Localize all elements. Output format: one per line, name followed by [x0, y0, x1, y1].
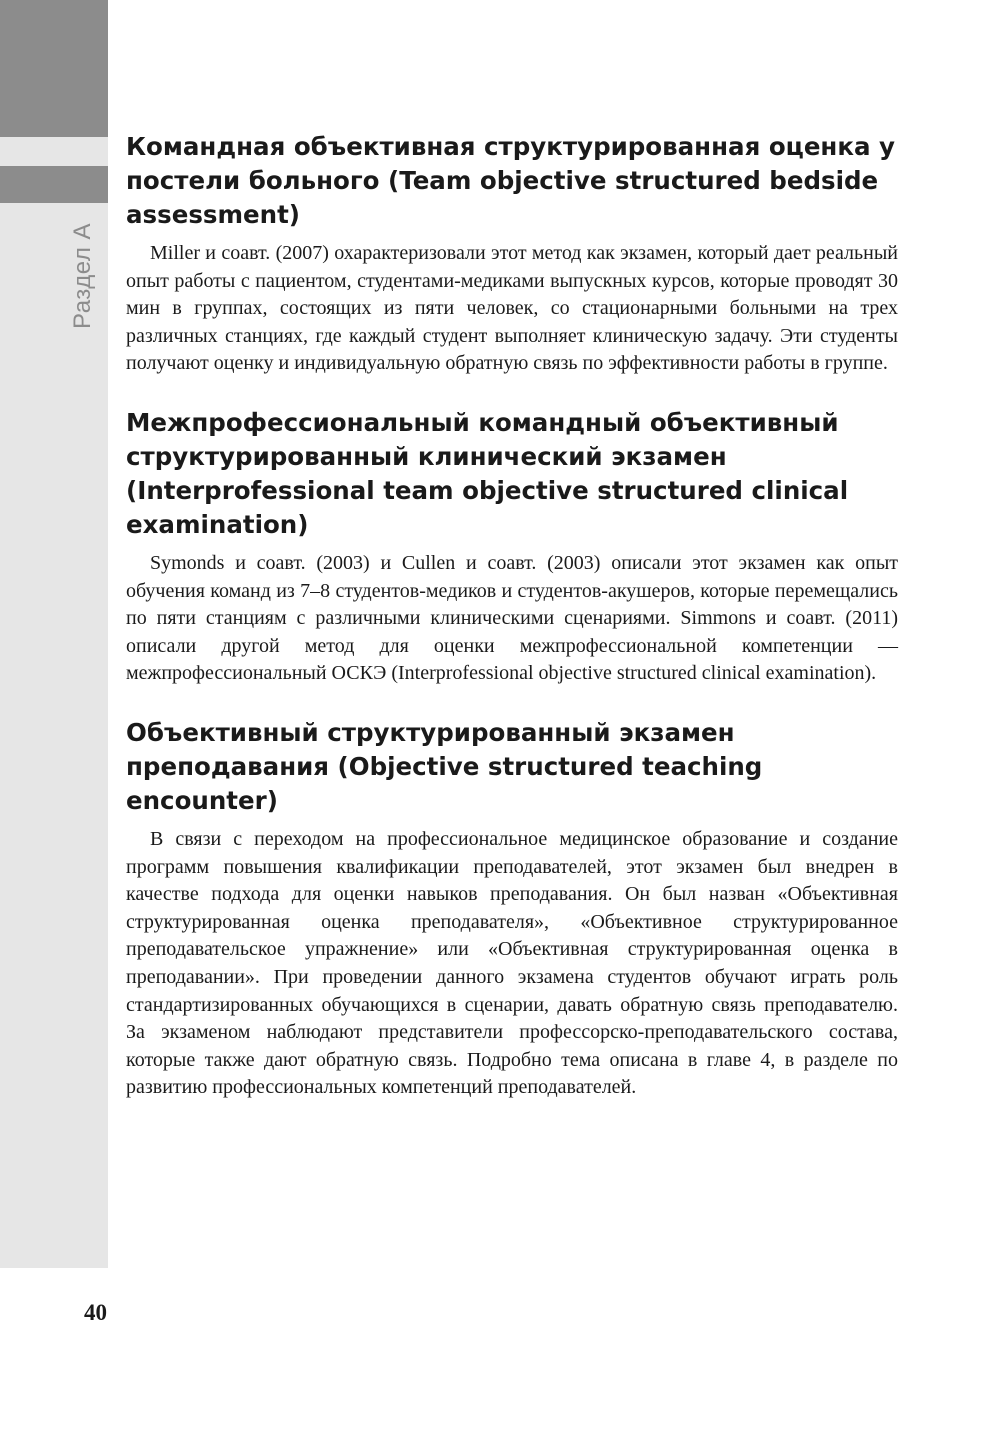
page-number: 40: [84, 1300, 107, 1325]
section-heading: Межпрофессиональный командный объективный структурированный клинический экзамен (Interprofessional team objective structured clinical examination): [126, 407, 849, 539]
page-content: [126, 130, 898, 1130]
section-label: Раздел А: [69, 223, 96, 329]
section-body: Miller и соавт. (2007) охарактеризовали этот метод как экзамен, который дает реальный опыт работы с пациентом, студентами-медиками выпускных курсов, которые проводят 30 мин в группах, состоящих из пяти человек, со стационарными больными на трех различных станциях, где каждый студент выполняет клиническую задачу. Эти студенты получают оценку и индивидуальную обратную связь по эффективности работы в группе.: [126, 242, 898, 375]
section-heading: Командная объективная структурированная оценка у постели больного (Team objective structured bedside assessment): [126, 132, 896, 229]
section-interprofessional: [126, 406, 898, 688]
section-heading: Объективный структурированный экзамен преподавания (Objective structured teaching encounter): [126, 717, 763, 815]
section-teaching-encounter: [126, 716, 898, 1102]
section-body: В связи с переходом на профессиональное медицинское образование и создание программ повышения квалификации преподавателей, этот экзамен был внедрен в качестве подхода для оценки навыков преподавания. Он был назван «Объективная структурированная оценка преподавателя», «Объективное структурированное преподавательское упражнение» или «Объективная структурированная оценка в преподавании». При проведении данного экзамена студентов обучают играть роль стандартизированных обучающихся в сценарии, давать обратную связь преподавателю. За экзаменом наблюдают представители профессорско-преподавательского состава, которые также дают обратную связь. Подробно тема описана в главе 4, в разделе по развитию профессиональных компетенций преподавателей.: [126, 827, 898, 1099]
section-body: Symonds и соавт. (2003) и Cullen и соавт. (2003) описали этот экзамен как опыт обучения команд из 7–8 студентов-медиков и студентов-акушеров, которые перемещались по пяти станциям с различными клиническими сценариями. Simmons и соавт. (2011) описали другой метод для оценки межпрофессиональной компетенции — межпрофессиональный ОСКЭ (Interprofessional objective structured clinical examination).: [126, 551, 898, 685]
sidebar-tab-marker: [0, 166, 108, 203]
sidebar-tab-top: [0, 0, 108, 137]
section-team-bedside: [126, 130, 898, 378]
